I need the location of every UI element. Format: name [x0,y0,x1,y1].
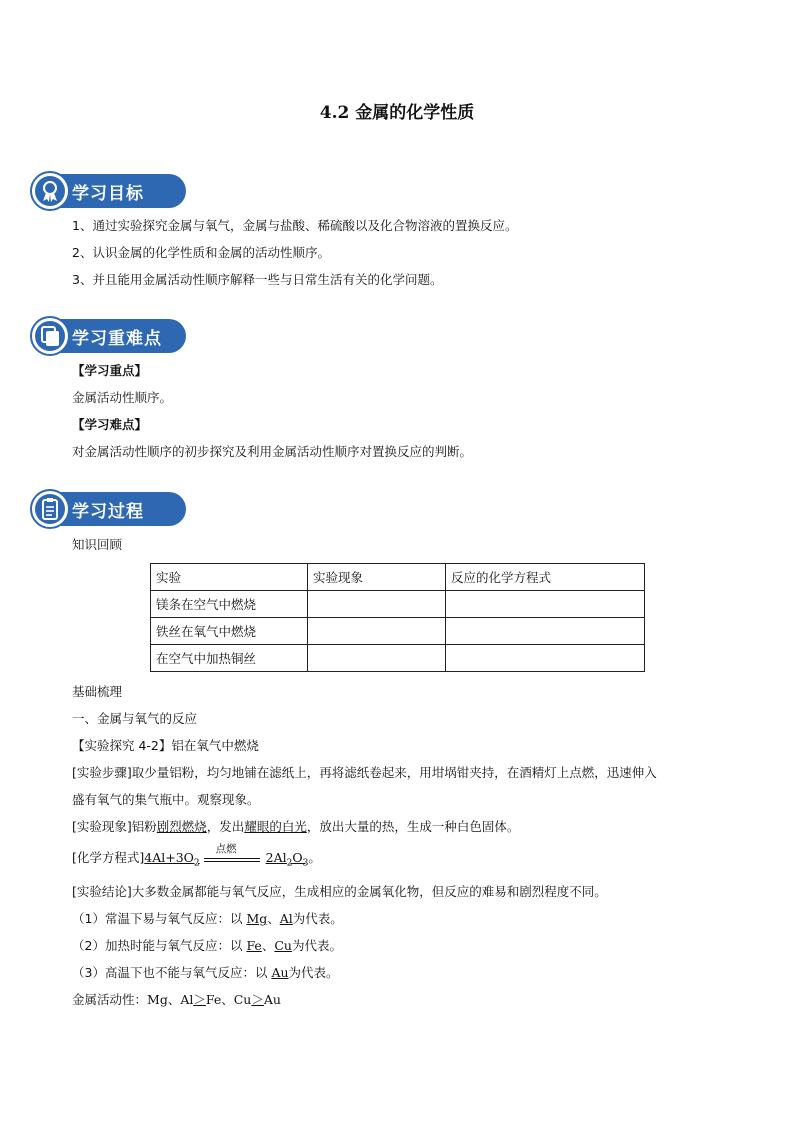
banner-key [30,316,190,356]
banner-goals [30,171,190,211]
table-row [151,645,645,672]
medal-icon [35,176,65,206]
steps-label: [实验步骤] [72,765,132,780]
table-cell: 镁条在空气中燃烧 [151,591,308,618]
table-header-cell: 反应的化学方程式 [446,564,645,591]
table-header-cell: 实验现象 [308,564,446,591]
banner-process-label: 学习过程 [72,502,144,522]
goal-item-1: 1、通过实验探究金属与氧气，金属与盐酸、稀硫酸以及化合物溶液的置换反应。 [72,218,518,233]
table-cell [446,645,645,672]
conclusion-item-3: （3）高温下也不能与氧气反应：以 Au为代表。 [72,965,339,980]
focus-label: 【学习重点】 [72,363,148,378]
difficulty-label: 【学习难点】 [72,417,148,432]
table-header-cell: 实验 [151,564,308,591]
table-cell [446,591,645,618]
steps-line-2: 盛有氧气的集气瓶中。观察现象。 [72,792,260,807]
part1-heading: 一、金属与氧气的反应 [72,711,198,726]
review-table [150,563,645,672]
review-label: 知识回顾 [72,537,123,552]
experiment-title: 【实验探究 4-2】铝在氧气中燃烧 [72,738,259,753]
cards-icon [35,321,65,351]
chemical-equation: [化学方程式]$4Al+3O_2$ 点燃 $2Al_2O_3$。 [72,842,321,869]
difficulty-text: 对金属活动性顺序的初步探究及利用金属活动性顺序对置换反应的判断。 [72,444,473,459]
basics-label: 基础梳理 [72,684,123,699]
banner-goals-label: 学习目标 [72,184,144,204]
table-cell [446,618,645,645]
table-row [151,591,645,618]
focus-text: 金属活动性顺序。 [72,390,173,405]
reaction-condition-arrow: 点燃 [204,852,262,866]
steps-line-1: [实验步骤]取少量铝粉，均匀地铺在滤纸上，再将滤纸卷起来，用坩埚钳夹持，在酒精灯上点燃，迅速伸入 [72,765,657,780]
goal-item-3: 3、并且能用金属活动性顺序解释一些与日常生活有关的化学问题。 [72,272,443,287]
conclusion-line: [实验结论]大多数金属都能与氧气反应，生成相应的金属氧化物，但反应的难易和剧烈程度不同。 [72,884,607,899]
banner-key-label: 学习重难点 [72,329,162,349]
table-cell [308,645,446,672]
table-cell [308,618,446,645]
page-title: 4.2 金属的化学性质 [319,103,475,123]
table-cell [308,591,446,618]
conclusion-item-2: （2）加热时能与氧气反应：以 Fe、Cu为代表。 [72,938,342,953]
goal-item-2: 2、认识金属的化学性质和金属的活动性顺序。 [72,245,330,260]
table-cell: 在空气中加热铜丝 [151,645,308,672]
table-row [151,618,645,645]
table-header-row [151,564,645,591]
banner-process [30,489,190,529]
conclusion-item-1: （1）常温下易与氧气反应：以 Mg、Al为代表。 [72,911,343,926]
clipboard-icon [35,494,65,524]
table-cell: 铁丝在氧气中燃烧 [151,618,308,645]
activity-order: 金属活动性：Mg、Al＞Fe、Cu＞Au [72,992,281,1007]
phenomenon-line: [实验现象]铝粉剧烈燃烧，发出耀眼的白光，放出大量的热，生成一种白色固体。 [72,819,520,834]
